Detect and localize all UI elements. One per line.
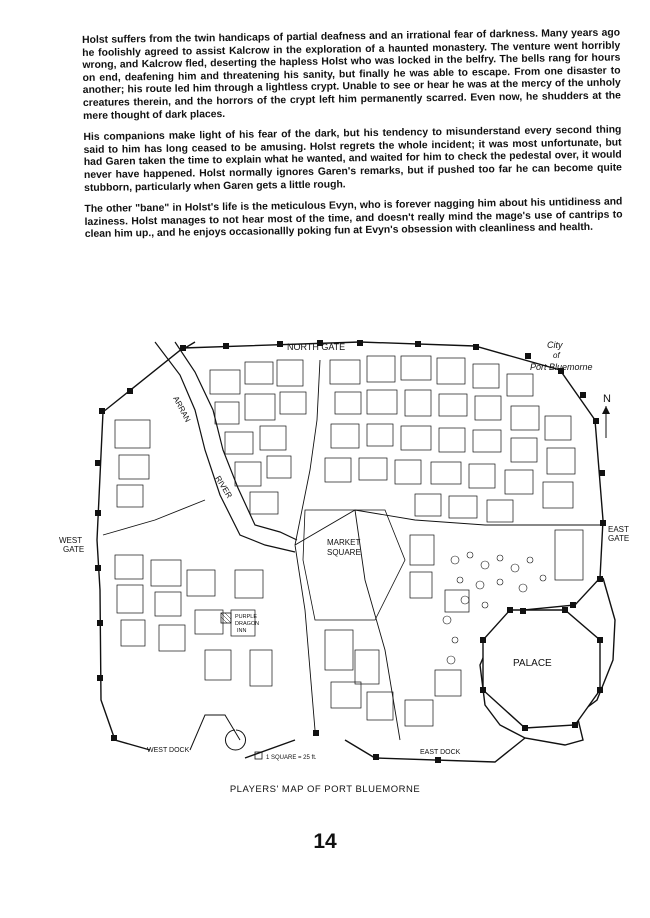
west-gate-label-1: WEST (59, 536, 83, 545)
map-title-line3: Port Bluemorne (530, 362, 593, 372)
map-title-line1: City (547, 340, 563, 350)
market-square (303, 510, 405, 620)
inn-label-1: PURPLE (235, 614, 258, 620)
body-text (82, 27, 623, 250)
compass-north: N (603, 393, 611, 405)
inn-label-2: DRAGON (235, 621, 260, 627)
palace-label: PALACE (513, 658, 552, 669)
inn-label-3: INN (237, 628, 247, 634)
river-label-upper: ARRAN (171, 394, 193, 424)
west-gate-label-2: GATE (63, 545, 85, 554)
map-caption: PLAYERS' MAP OF PORT BLUEMORNE (229, 784, 421, 795)
river-label-lower: RIVER (213, 474, 234, 500)
page-number: 14 (313, 830, 337, 853)
map-title-line2: of (553, 351, 560, 360)
palace-wall (483, 610, 600, 728)
east-gate-label-1: EAST (608, 525, 629, 534)
scale-label: 1 SQUARE = 25 ft. (266, 755, 317, 761)
paragraph-2: His companions make light of his fear of the dark, but his tendency to misunderstand every second thing said to him has long ceased to be amusing. Holst regrets the whole incident; it was most unfortunate, but had Garen taken the time to explain what he wanted, and waited for him to check the pedestal over, it would never have happened. Holst normally ignores Garen's remarks, but if pushed too far he can become quite stubborn, particularly when Garen gets a little rough. (83, 124, 622, 194)
paragraph-3: The other "bane" in Holst's life is the meticulous Evyn, who is forever nagging him about his untidiness and laziness. Holst manages to not hear most of the time, and doesn't really mind the mage's use of cantrips to clean him up., and he enjoys occasionallly poking fun at Evyn's obsession with cleanliness and health. (84, 196, 623, 241)
market-label-1: MARKET (327, 538, 361, 547)
market-label-2: SQUARE (327, 548, 361, 557)
north-gate-label: NORTH GATE (287, 342, 346, 352)
city-map (55, 320, 635, 785)
paragraph-1: Holst suffers from the twin handicaps of partial deafness and an irrational fear of darkness. Many years ago he foolishly agreed to assist Kalcrow in the exploration of a haunted monastery. The venture went horribly wrong, and Kalcrow fled, deserting the hapless Holst who was locked in the belfry. The bells rang for hours on end, deafening him and threatening his sanity, but finally he was able to escape. From one disaster to another; his route led him through a lightless crypt. Unable to see or hear he was at the mercy of the unholy creatures therein, and the horrors of the crypt left him permanently scarred. Even now, he shudders at the mere thought of dark places. (82, 27, 621, 122)
east-gate-label-2: GATE (608, 534, 630, 543)
east-dock-label: EAST DOCK (420, 749, 461, 756)
west-dock-label: WEST DOCK (147, 747, 190, 754)
